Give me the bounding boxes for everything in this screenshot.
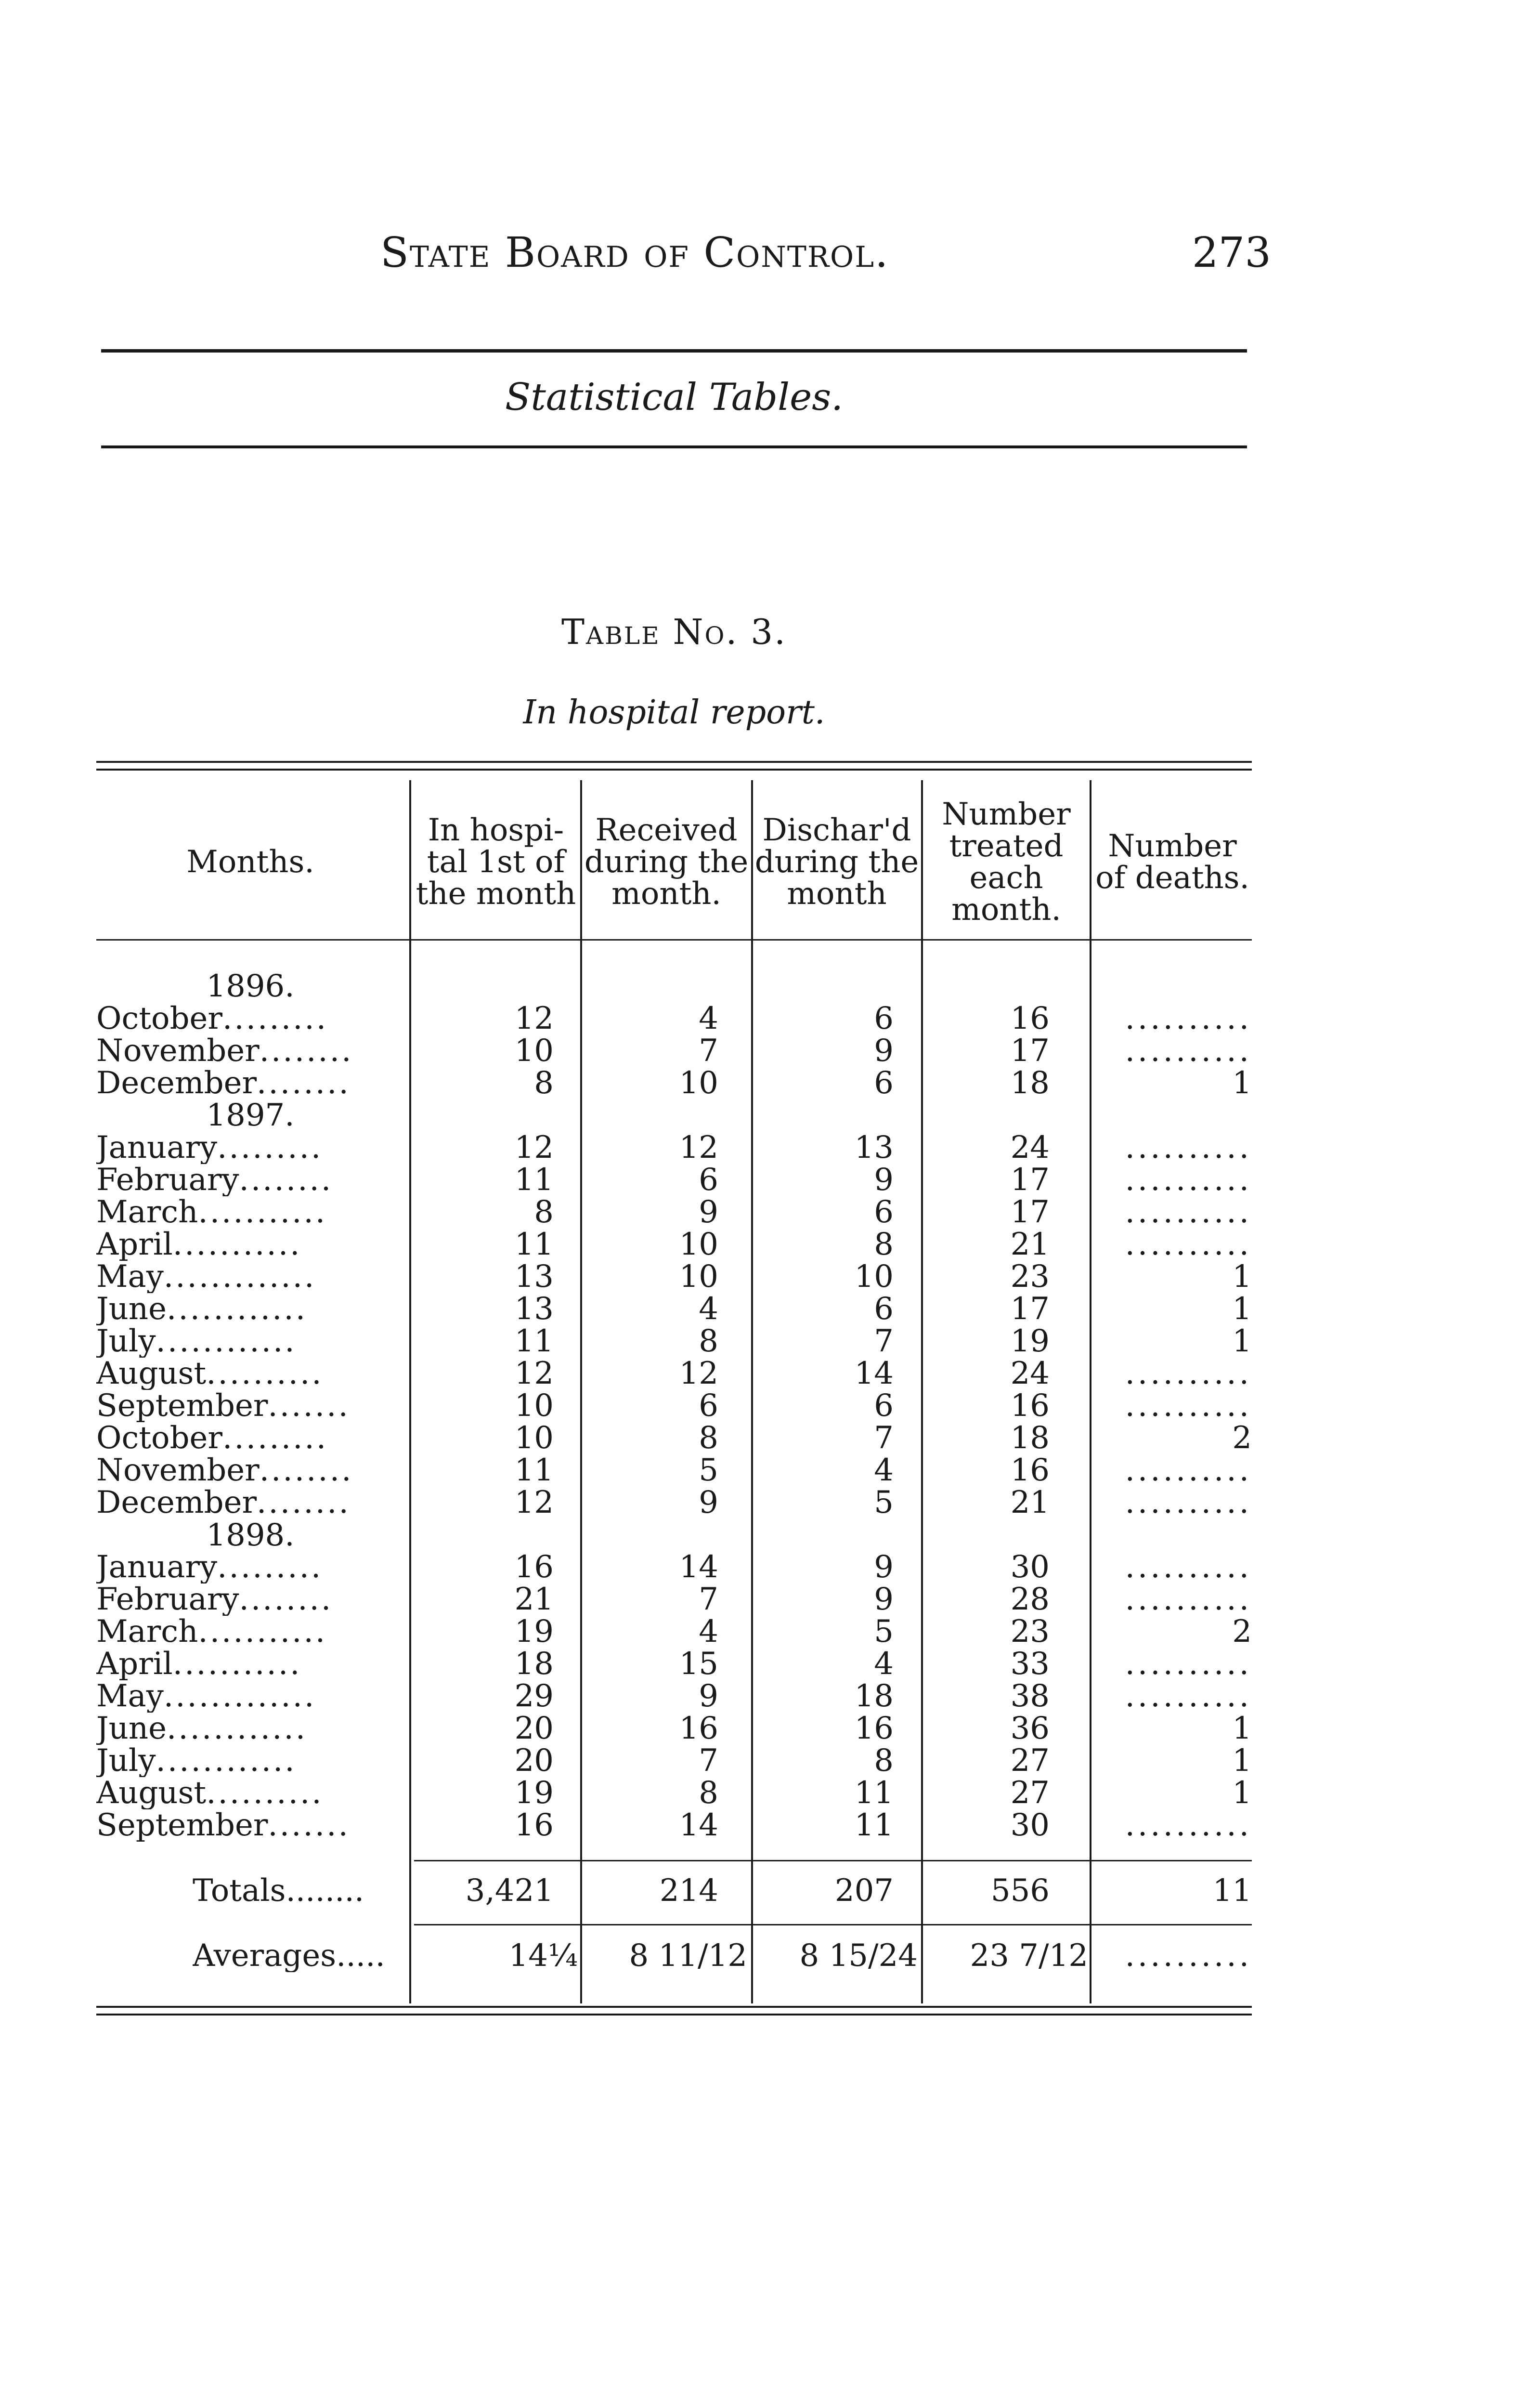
cell-in-hospital: 13 [514, 1259, 554, 1295]
cell-discharged: 6 [874, 1388, 894, 1424]
cell-in-hospital: 11 [514, 1453, 554, 1488]
cell-deaths: .......... [1125, 1194, 1252, 1230]
cell-treated: 21 [1010, 1485, 1050, 1520]
month-label [96, 1390, 404, 1422]
dot-leader: ....... [268, 1390, 350, 1422]
cell-in-hospital: 8 [534, 1194, 554, 1230]
dot-leader: ............. [163, 1261, 316, 1293]
column-divider [1090, 780, 1091, 2003]
header-rule [101, 349, 1247, 353]
cell-in-hospital: 12 [514, 1356, 554, 1391]
month-name: January [96, 1132, 218, 1164]
cell-received: 12 [679, 1130, 718, 1165]
cell-received: 4 [699, 1291, 718, 1327]
page-header [380, 229, 1271, 287]
running-title: State Board of Control. [380, 229, 889, 277]
table-bottom-rule-2 [96, 2014, 1252, 2015]
averages-deaths: .......... [1125, 1938, 1252, 1974]
cell-in-hospital: 21 [514, 1582, 554, 1617]
cell-deaths: .......... [1125, 1485, 1252, 1520]
cell-received: 8 [699, 1323, 718, 1359]
averages-discharged: 8 15/24 [799, 1938, 918, 1974]
cell-treated: 23 [1010, 1259, 1050, 1295]
totals-label: Totals........ [193, 1875, 364, 1907]
month-name: January [96, 1551, 218, 1584]
averages-label: Averages..... [193, 1940, 385, 1972]
cell-treated: 17 [1010, 1194, 1050, 1230]
month-label [96, 1454, 404, 1487]
cell-discharged: 11 [854, 1775, 894, 1811]
month-name: November [96, 1035, 260, 1067]
cell-discharged: 14 [854, 1356, 894, 1391]
cell-in-hospital: 29 [514, 1678, 554, 1714]
month-name: May [96, 1680, 164, 1713]
totals-in-hospital: 3,421 [465, 1873, 554, 1909]
cell-treated: 17 [1010, 1033, 1050, 1069]
column-header-treated: Number treated each month. [942, 797, 1071, 928]
month-name: June [96, 1713, 167, 1745]
cell-discharged: 10 [854, 1259, 894, 1295]
column-divider [409, 780, 411, 2003]
cell-deaths: .......... [1125, 1001, 1252, 1036]
cell-deaths: 2 [1232, 1614, 1252, 1649]
cell-treated: 18 [1010, 1420, 1050, 1456]
cell-in-hospital: 20 [514, 1711, 554, 1746]
month-label [96, 1713, 404, 1745]
cell-deaths: .......... [1125, 1130, 1252, 1165]
column-header-months: Months. [186, 844, 314, 880]
cell-discharged: 9 [874, 1549, 894, 1585]
cell-received: 9 [699, 1485, 718, 1520]
cell-in-hospital: 11 [514, 1323, 554, 1359]
cell-discharged: 8 [874, 1743, 894, 1779]
month-label [96, 1229, 404, 1261]
cell-in-hospital: 12 [514, 1130, 554, 1165]
cell-in-hospital: 10 [514, 1388, 554, 1424]
cell-received: 7 [699, 1582, 718, 1617]
month-label [96, 1358, 404, 1390]
cell-discharged: 9 [874, 1033, 894, 1069]
cell-in-hospital: 18 [514, 1646, 554, 1682]
month-label [96, 1584, 404, 1616]
month-name: March [96, 1616, 198, 1648]
month-name: July [96, 1745, 156, 1777]
month-label [96, 1809, 404, 1842]
column-divider [921, 780, 923, 2003]
month-name: July [96, 1325, 156, 1358]
cell-in-hospital: 19 [514, 1614, 554, 1649]
cell-discharged: 6 [874, 1194, 894, 1230]
cell-received: 10 [679, 1259, 718, 1295]
section-title: Statistical Tables. [505, 376, 844, 419]
dot-leader: ........ [257, 1067, 351, 1099]
cell-discharged: 6 [874, 1291, 894, 1327]
month-label [96, 1261, 404, 1293]
table-bottom-rule [96, 2006, 1252, 2008]
month-name: October [96, 1422, 222, 1454]
cell-treated: 16 [1010, 1001, 1050, 1036]
month-name: June [96, 1293, 167, 1325]
cell-treated: 17 [1010, 1291, 1050, 1327]
column-header-discharged: Dischar'd during the month [754, 812, 919, 912]
month-label [96, 1777, 404, 1809]
month-name: August [96, 1777, 207, 1809]
cell-received: 14 [679, 1807, 718, 1843]
cell-discharged: 6 [874, 1001, 894, 1036]
cell-discharged: 16 [854, 1711, 894, 1746]
cell-received: 10 [679, 1065, 718, 1101]
month-name: March [96, 1196, 198, 1229]
cell-deaths: .......... [1125, 1678, 1252, 1714]
cell-deaths: .......... [1125, 1033, 1252, 1069]
dot-leader: ............ [166, 1293, 308, 1325]
month-label [96, 1164, 404, 1196]
page-number: 273 [1192, 229, 1271, 277]
cell-treated: 19 [1010, 1323, 1050, 1359]
cell-discharged: 8 [874, 1227, 894, 1262]
cell-treated: 27 [1010, 1775, 1050, 1811]
dot-leader: ........... [172, 1648, 302, 1680]
column-divider [580, 780, 582, 2003]
averages-in-hospital: 14¼ [508, 1938, 578, 1974]
cell-deaths: .......... [1125, 1807, 1252, 1843]
cell-received: 9 [699, 1194, 718, 1230]
column-header-in-hospital: In hospi- tal 1st of the month [416, 812, 576, 912]
cell-received: 4 [699, 1614, 718, 1649]
dot-leader: ........ [257, 1487, 351, 1519]
month-label [96, 1132, 404, 1164]
dot-leader: ........ [259, 1454, 353, 1487]
month-label [96, 1196, 404, 1229]
column-header-deaths: Number of deaths. [1095, 828, 1249, 896]
cell-in-hospital: 20 [514, 1743, 554, 1779]
cell-treated: 27 [1010, 1743, 1050, 1779]
cell-in-hospital: 10 [514, 1033, 554, 1069]
cell-deaths: .......... [1125, 1162, 1252, 1198]
dot-leader: .......... [206, 1777, 324, 1809]
cell-discharged: 11 [854, 1807, 894, 1843]
cell-treated: 21 [1010, 1227, 1050, 1262]
cell-treated: 18 [1010, 1065, 1050, 1101]
cell-deaths: 1 [1232, 1291, 1252, 1327]
cell-discharged: 6 [874, 1065, 894, 1101]
month-label [96, 1551, 404, 1584]
month-name: May [96, 1261, 164, 1293]
month-label [96, 1293, 404, 1325]
cell-in-hospital: 13 [514, 1291, 554, 1327]
cell-received: 15 [679, 1646, 718, 1682]
totals-deaths: 11 [1212, 1873, 1252, 1909]
cell-received: 12 [679, 1356, 718, 1391]
cell-treated: 28 [1010, 1582, 1050, 1617]
cell-treated: 36 [1010, 1711, 1050, 1746]
dot-leader: ......... [222, 1422, 328, 1454]
month-label [96, 1035, 404, 1067]
table-subtitle: In hospital report. [523, 694, 825, 732]
table-title: Table No. 3. [561, 612, 787, 652]
month-name: February [96, 1164, 239, 1196]
month-label [96, 1003, 404, 1035]
dot-leader: ......... [222, 1003, 328, 1035]
year-label: 1898. [206, 1518, 295, 1553]
cell-deaths: 2 [1232, 1420, 1252, 1456]
cell-discharged: 5 [874, 1485, 894, 1520]
cell-discharged: 4 [874, 1453, 894, 1488]
totals-received: 214 [659, 1873, 718, 1909]
column-divider [751, 780, 753, 2003]
averages-rule [414, 1924, 1252, 1925]
cell-deaths: .......... [1125, 1582, 1252, 1617]
cell-discharged: 4 [874, 1646, 894, 1682]
cell-discharged: 7 [874, 1323, 894, 1359]
dot-leader: ......... [217, 1551, 323, 1584]
cell-treated: 17 [1010, 1162, 1050, 1198]
cell-treated: 23 [1010, 1614, 1050, 1649]
month-name: August [96, 1358, 207, 1390]
totals-treated: 556 [990, 1873, 1050, 1909]
dot-leader: ....... [268, 1809, 350, 1842]
cell-discharged: 7 [874, 1420, 894, 1456]
cell-discharged: 9 [874, 1162, 894, 1198]
month-name: February [96, 1584, 239, 1616]
cell-discharged: 18 [854, 1678, 894, 1714]
dot-leader: ............ [156, 1745, 297, 1777]
cell-deaths: .......... [1125, 1388, 1252, 1424]
cell-discharged: 9 [874, 1582, 894, 1617]
month-name: November [96, 1454, 260, 1487]
section-rule [101, 445, 1247, 448]
month-name: December [96, 1487, 257, 1519]
month-label [96, 1745, 404, 1777]
cell-in-hospital: 11 [514, 1162, 554, 1198]
cell-in-hospital: 10 [514, 1420, 554, 1456]
cell-in-hospital: 12 [514, 1485, 554, 1520]
cell-deaths: .......... [1125, 1356, 1252, 1391]
cell-received: 7 [699, 1743, 718, 1779]
cell-received: 6 [699, 1162, 718, 1198]
column-header-received: Received during the month. [584, 812, 749, 912]
dot-leader: ........... [198, 1616, 327, 1648]
dot-leader: ........... [172, 1229, 302, 1261]
month-name: December [96, 1067, 257, 1099]
cell-received: 8 [699, 1775, 718, 1811]
cell-deaths: 1 [1232, 1323, 1252, 1359]
cell-discharged: 5 [874, 1614, 894, 1649]
dot-leader: ........ [239, 1584, 333, 1616]
month-label [96, 1487, 404, 1519]
month-label [96, 1616, 404, 1648]
cell-treated: 16 [1010, 1453, 1050, 1488]
totals-rule [414, 1860, 1252, 1861]
month-name: September [96, 1809, 268, 1842]
dot-leader: ............ [166, 1713, 308, 1745]
cell-deaths: 1 [1232, 1711, 1252, 1746]
cell-in-hospital: 11 [514, 1227, 554, 1262]
cell-treated: 24 [1010, 1356, 1050, 1391]
month-label [96, 1422, 404, 1454]
dot-leader: ........ [239, 1164, 333, 1196]
cell-received: 9 [699, 1678, 718, 1714]
cell-received: 5 [699, 1453, 718, 1488]
month-label [96, 1648, 404, 1680]
cell-deaths: .......... [1125, 1646, 1252, 1682]
cell-deaths: 1 [1232, 1775, 1252, 1811]
dot-leader: ........... [198, 1196, 327, 1229]
cell-in-hospital: 16 [514, 1807, 554, 1843]
cell-deaths: .......... [1125, 1453, 1252, 1488]
year-label: 1897. [206, 1098, 295, 1133]
dot-leader: ............ [156, 1325, 297, 1358]
cell-in-hospital: 19 [514, 1775, 554, 1811]
cell-received: 14 [679, 1549, 718, 1585]
cell-received: 10 [679, 1227, 718, 1262]
cell-received: 7 [699, 1033, 718, 1069]
averages-treated: 23 7/12 [970, 1938, 1088, 1974]
month-label [96, 1680, 404, 1713]
dot-leader: ........ [259, 1035, 353, 1067]
cell-received: 8 [699, 1420, 718, 1456]
cell-deaths: .......... [1125, 1227, 1252, 1262]
cell-received: 16 [679, 1711, 718, 1746]
cell-received: 6 [699, 1388, 718, 1424]
year-label: 1896. [206, 968, 295, 1004]
cell-treated: 24 [1010, 1130, 1050, 1165]
month-name: April [96, 1648, 173, 1680]
cell-treated: 33 [1010, 1646, 1050, 1682]
cell-treated: 30 [1010, 1807, 1050, 1843]
table-top-rule [96, 761, 1252, 763]
header-bottom-rule [96, 939, 1252, 941]
month-label [96, 1067, 404, 1099]
cell-in-hospital: 12 [514, 1001, 554, 1036]
month-name: September [96, 1390, 268, 1422]
month-name: October [96, 1003, 222, 1035]
dot-leader: ......... [217, 1132, 323, 1164]
totals-discharged: 207 [834, 1873, 894, 1909]
cell-deaths: 1 [1232, 1259, 1252, 1295]
month-label [96, 1325, 404, 1358]
cell-in-hospital: 8 [534, 1065, 554, 1101]
cell-treated: 38 [1010, 1678, 1050, 1714]
cell-received: 4 [699, 1001, 718, 1036]
table-top-rule-2 [96, 769, 1252, 771]
dot-leader: ............. [163, 1680, 316, 1713]
cell-deaths: 1 [1232, 1743, 1252, 1779]
cell-treated: 30 [1010, 1549, 1050, 1585]
dot-leader: .......... [206, 1358, 324, 1390]
cell-treated: 16 [1010, 1388, 1050, 1424]
cell-in-hospital: 16 [514, 1549, 554, 1585]
cell-deaths: .......... [1125, 1549, 1252, 1585]
month-name: April [96, 1229, 173, 1261]
averages-received: 8 11/12 [629, 1938, 747, 1974]
cell-deaths: 1 [1232, 1065, 1252, 1101]
cell-discharged: 13 [854, 1130, 894, 1165]
